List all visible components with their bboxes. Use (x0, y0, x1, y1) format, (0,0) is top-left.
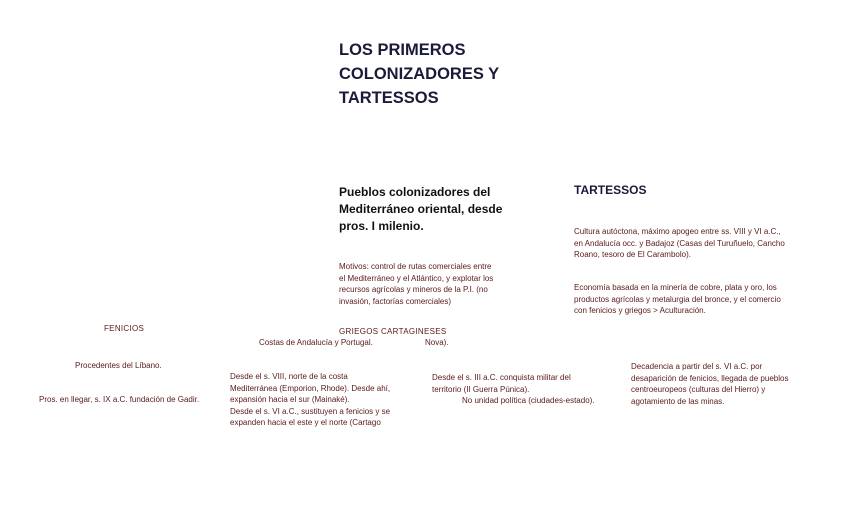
subtitle: Pueblos colonizadores del Mediterráneo oriental, desde pros. I milenio. (339, 185, 503, 233)
fenicios-pros: Pros. en llegar, s. IX a.C. fundación de Gadir. (39, 395, 200, 404)
motivos-text: Motivos: control de rutas comerciales entre el Mediterráneo y el Atlántico, y explotar los recursos agrícolas y mineros de la P.I. (no invasión, factorías comerciales) (339, 262, 494, 306)
tartessos-heading: TARTESSOS (574, 183, 647, 197)
griegos-cartagineses-heading: GRIEGOS CARTAGINESES (339, 327, 447, 336)
page-title: LOS PRIMEROS COLONIZADORES Y TARTESSOS (339, 41, 500, 107)
cartagineses-no-unidad: No unidad política (ciudades-estado). (462, 396, 595, 405)
costas-text: Costas de Andalucía y Portugal. (259, 338, 373, 347)
fenicios-procedentes: Procedentes del Líbano. (75, 361, 162, 370)
cartagineses-text: Desde el s. III a.C. conquista militar del territorio (II Guerra Púnica). (432, 373, 571, 394)
tartessos-economia: Economía basada en la minería de cobre, plata y oro, los productos agrícolas y metalurgia del bronce, y el comercio con fenicios y griegos > Aculturación. (574, 283, 781, 315)
tartessos-decadencia: Decadencia a partir del s. VI a.C. por desaparición de fenicios, llegada de pueblos centroeuropeos (culturas del Hierro) y agotamiento de las minas. (631, 362, 789, 406)
tartessos-cultura: Cultura autóctona, máximo apogeo entre ss. VIII y VI a.C., en Andalucía occ. y Badajoz (Casas del Turuñuelo, Cancho Roano, tesoro de El Carambolo). (574, 227, 785, 259)
fenicios-heading: FENICIOS (104, 324, 145, 333)
nova-text: Nova). (425, 338, 449, 347)
griegos-text: Desde el s. VIII, norte de la costa Mediterránea (Emporion, Rhode). Desde ahí, expansión hacia el sur (Mainaké). Desde el s. VI a.C., sustituyen a fenicios y se expanden hacia el este y el norte (Cartago (230, 372, 391, 427)
